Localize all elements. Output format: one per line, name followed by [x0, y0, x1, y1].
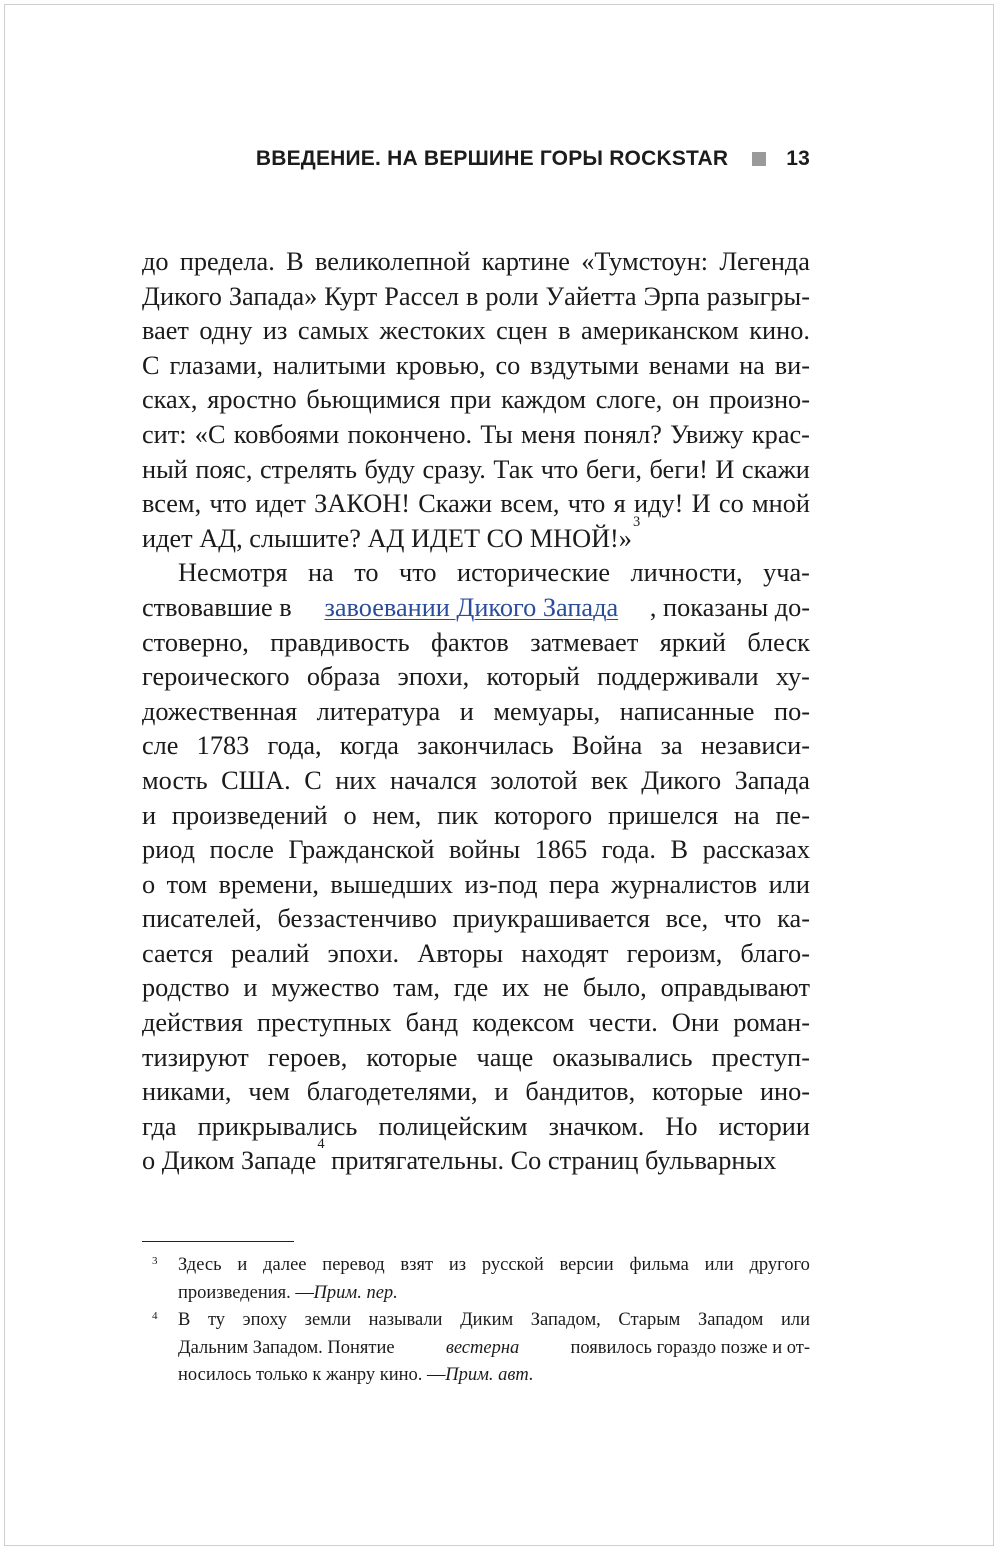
word: фильма [629, 1255, 689, 1275]
word: сит: [142, 419, 187, 449]
word: затмевает [530, 627, 639, 657]
word: покончено. [347, 419, 473, 449]
text-line [142, 513, 810, 557]
word: версии [559, 1255, 614, 1275]
word: пояс, [195, 454, 253, 484]
text-line [142, 868, 810, 903]
word: стоверно, [142, 627, 249, 657]
word: ковбоями [233, 419, 340, 449]
word: что [567, 489, 606, 519]
word: взят [400, 1255, 434, 1275]
text-fragment: идет АД, слышите? АД ИДЕТ СО МНОЙ!» [142, 523, 632, 553]
word: не [543, 973, 569, 1003]
word: что [399, 558, 437, 588]
word: из [448, 1255, 467, 1275]
word: прикрывались [197, 1111, 358, 1141]
word: независи- [700, 731, 810, 761]
word: называли [368, 1310, 443, 1330]
word: буду [364, 454, 415, 484]
text-line [142, 1006, 810, 1041]
word: которого [493, 800, 593, 830]
word: родство [142, 973, 230, 1003]
text-line [142, 971, 810, 1006]
word: кровью, [395, 350, 486, 380]
word: когда [339, 731, 399, 761]
word: что [540, 454, 579, 484]
word: гда [142, 1111, 177, 1141]
word: эпоху [242, 1310, 288, 1330]
word: ино- [759, 1077, 810, 1107]
word: Уайетта [545, 281, 637, 311]
word: на [307, 558, 334, 588]
word: сцен [496, 316, 548, 346]
word: С [142, 350, 160, 380]
footnote-3 [142, 1252, 810, 1307]
word: бандитов, [525, 1077, 636, 1107]
word: них [335, 765, 377, 795]
word: Здесь [178, 1255, 222, 1275]
word: полицейским [378, 1111, 528, 1141]
text-line [142, 1110, 810, 1145]
text-fragment: , показаны до- [649, 592, 810, 622]
word: налитыми [272, 350, 386, 380]
footnote-text: произведения. — [178, 1282, 319, 1303]
word: банд [405, 1008, 459, 1038]
text-fragment: ствовавшие в [142, 592, 292, 622]
text-line [142, 280, 810, 315]
word: перевод [322, 1255, 385, 1275]
word: что [723, 904, 762, 934]
word: картине [481, 247, 570, 276]
book-page [4, 4, 994, 1546]
word: года. [601, 835, 656, 865]
word: Война [571, 731, 643, 761]
word: который [486, 662, 580, 692]
word: кино. [749, 316, 810, 346]
word: в [466, 281, 479, 311]
word: чем [248, 1077, 290, 1107]
word: правдивость [270, 627, 410, 657]
text-line [142, 626, 810, 661]
word: то [354, 558, 379, 588]
word: стрелять [259, 454, 357, 484]
word: закончилась [417, 731, 554, 761]
word: ту [207, 1310, 226, 1330]
word: преступ- [711, 1042, 810, 1072]
word: Но [665, 1111, 698, 1141]
word: эпохи, [397, 662, 470, 692]
word: из [262, 316, 288, 346]
word: яростно [207, 385, 297, 415]
word: меня [521, 419, 576, 449]
text-fragment: притягательны. Со страниц бульварных [331, 1146, 777, 1176]
conquest-wild-west-link[interactable]: завоевании Дикого Запада [324, 592, 619, 622]
word: до [142, 247, 169, 276]
text-line [142, 764, 810, 799]
word: значком. [548, 1111, 645, 1141]
word: ный [142, 454, 188, 484]
word: после [209, 835, 274, 865]
word: роли [485, 281, 539, 311]
word: при [450, 385, 492, 415]
word: героев, [267, 1042, 348, 1072]
text-line-with-link [142, 591, 810, 626]
word: сается [142, 938, 213, 968]
text-line [142, 1075, 810, 1110]
word: земли [304, 1310, 352, 1330]
word: яркий [659, 627, 726, 657]
word: иду! [634, 489, 684, 519]
footnote-4 [142, 1307, 810, 1390]
word: оказывались [552, 1042, 693, 1072]
word: другого [749, 1255, 810, 1275]
word: И [715, 454, 735, 484]
text-line [142, 418, 810, 453]
text-line [142, 314, 810, 349]
word: Ты [480, 419, 513, 449]
word: Дикого [142, 281, 222, 311]
text-line [142, 245, 810, 280]
word: героического [142, 662, 290, 692]
word: и [142, 800, 157, 830]
word: всем, [500, 489, 560, 519]
word: русской [481, 1255, 544, 1275]
word: и [494, 1077, 509, 1107]
word: блеск [747, 627, 810, 657]
word: было, [582, 973, 647, 1003]
word: слоге, [595, 385, 663, 415]
word: чести. [588, 1008, 658, 1038]
word: пе- [775, 800, 810, 830]
footnote-number: 4 [152, 1310, 158, 1322]
footnote-number: 3 [152, 1255, 158, 1267]
word: героизм, [626, 938, 723, 968]
word: или [780, 1310, 810, 1330]
word: там, [393, 973, 440, 1003]
word: 1865 [534, 835, 588, 865]
word: понял? [583, 419, 662, 449]
word: о [343, 800, 357, 830]
word: которые [366, 1042, 458, 1072]
word: он [672, 385, 700, 415]
word: Старым [618, 1310, 681, 1330]
word: Запада [734, 765, 810, 795]
word: нем, [372, 800, 422, 830]
word: где [453, 973, 489, 1003]
footnote-ref-3[interactable]: 3 [632, 513, 641, 530]
word: уча- [763, 558, 810, 588]
word: и [237, 1255, 248, 1275]
word: сках, [142, 385, 198, 415]
word: беззастенчиво [277, 904, 437, 934]
word: «Тумстоун: [581, 247, 709, 276]
word: «С [194, 419, 226, 449]
word: всем, [142, 489, 202, 519]
word: начался [390, 765, 477, 795]
word: В [670, 835, 689, 865]
word: кодексом [472, 1008, 575, 1038]
word: американском [581, 316, 739, 346]
word: я [613, 489, 626, 519]
word: пик [437, 800, 479, 830]
word: С [304, 765, 322, 795]
word: благодетелями, [306, 1077, 478, 1107]
word: из-под [464, 869, 538, 899]
word: далее [263, 1255, 307, 1275]
footnote-ref-4[interactable]: 4 [317, 1136, 325, 1153]
word: что [209, 489, 247, 519]
text-line [142, 487, 810, 522]
word: вышедших [330, 869, 453, 899]
word: литература [316, 696, 441, 726]
word: войны [448, 835, 521, 865]
word: ху- [775, 662, 810, 692]
word: беги! [649, 454, 708, 484]
word: тизируют [142, 1042, 249, 1072]
word: исторические [457, 558, 611, 588]
footnote-text: Дальним Западом. Понятие [178, 1337, 395, 1358]
text-line [142, 695, 810, 730]
text-line [142, 660, 810, 695]
word: все, [665, 904, 709, 934]
word: Запада» [228, 281, 318, 311]
text-line [142, 729, 810, 764]
footnote-italic: вестерна [445, 1337, 520, 1358]
word: приукрашивается [452, 904, 650, 934]
word: истории [718, 1111, 810, 1141]
text-fragment: о Диком Западе [142, 1146, 317, 1176]
word: Несмотря [178, 558, 288, 588]
word: по- [774, 696, 810, 726]
word: эпохи. [327, 938, 400, 968]
word: Легенда [719, 247, 810, 276]
word: времени, [218, 869, 319, 899]
word: журналистов [611, 869, 758, 899]
paragraph-2-first-line [142, 556, 810, 591]
word: сле [142, 731, 179, 761]
word: золотой [490, 765, 578, 795]
word: самых [297, 316, 369, 346]
word: личности, [630, 558, 743, 588]
word: Гражданской [288, 835, 435, 865]
word: вает [142, 316, 189, 346]
text-line [142, 1041, 810, 1076]
body-text [142, 245, 810, 1179]
word: дожественная [142, 696, 298, 726]
word: Так [493, 454, 534, 484]
word: никами, [142, 1077, 232, 1107]
text-line [142, 799, 810, 834]
word: Авторы [417, 938, 504, 968]
footnote-line [178, 1362, 810, 1390]
word: Скажи [418, 489, 493, 519]
word: мемуары, [493, 696, 601, 726]
word: рассказах [702, 835, 810, 865]
word: мужество [271, 973, 380, 1003]
footnote-line [178, 1307, 810, 1335]
word: глазами, [169, 350, 264, 380]
word: разыгры- [706, 281, 810, 311]
chapter-title: ВВЕДЕНИЕ. НА ВЕРШИНЕ ГОРЫ ROCKSTAR [255, 147, 729, 170]
word: произно- [709, 385, 810, 415]
word: за [660, 731, 683, 761]
word: скажи [741, 454, 810, 484]
word: великолепной [314, 247, 471, 276]
word: Увижу [670, 419, 744, 449]
paragraph-2 [142, 626, 810, 1145]
word: предела. [179, 247, 275, 276]
word: каждом [501, 385, 586, 415]
word: венами [648, 350, 730, 380]
paragraph-1 [142, 245, 810, 522]
word: пришелся [607, 800, 719, 830]
footnote-line [178, 1252, 810, 1280]
text-line [142, 902, 810, 937]
word: и [243, 973, 258, 1003]
word: крас- [751, 419, 810, 449]
word: роман- [733, 1008, 810, 1038]
word: риод [142, 835, 195, 865]
word: В [286, 247, 304, 276]
word: ЗАКОН! [314, 489, 410, 519]
word: находят [521, 938, 609, 968]
text-line [142, 937, 810, 972]
word: чаще [476, 1042, 534, 1072]
word: ви- [774, 350, 810, 380]
word: США. [221, 765, 291, 795]
word: В [178, 1310, 191, 1330]
word: образа [306, 662, 381, 692]
word: реалий [231, 938, 310, 968]
page-number: 13 [786, 147, 810, 170]
word: идет [255, 489, 306, 519]
word: одну [199, 316, 253, 346]
word: благо- [740, 938, 810, 968]
word: или [768, 869, 810, 899]
footnotes [142, 1252, 810, 1390]
word: фактов [430, 627, 509, 657]
word: года, [267, 731, 322, 761]
word: которые [652, 1077, 744, 1107]
word: о [142, 869, 156, 899]
word: жестоких [379, 316, 486, 346]
word: беги, [585, 454, 642, 484]
word: вздутыми [530, 350, 639, 380]
word: Диким [460, 1310, 514, 1330]
word: мной [752, 489, 810, 519]
text-line [142, 383, 810, 418]
word: Западом, [530, 1310, 601, 1330]
word: век [591, 765, 628, 795]
word: Они [671, 1008, 720, 1038]
square-separator-icon [752, 152, 766, 166]
word: или [704, 1255, 734, 1275]
word: оправдывают [660, 973, 810, 1003]
word: на [739, 350, 765, 380]
word: Курт [324, 281, 378, 311]
word: со [495, 350, 521, 380]
footnote-line [178, 1335, 810, 1363]
word: в [558, 316, 571, 346]
word: написанные [619, 696, 755, 726]
footnote-line [178, 1280, 810, 1308]
word: Рассел [384, 281, 460, 311]
text-line [142, 349, 810, 384]
word: пера [549, 869, 600, 899]
footnote-italic: Прим. авт. [445, 1365, 534, 1385]
word: преступных [257, 1008, 392, 1038]
word: произведений [171, 800, 328, 830]
word: и [459, 696, 474, 726]
word: том [166, 869, 208, 899]
word: бьющимися [306, 385, 441, 415]
footnote-divider [142, 1241, 294, 1242]
word: писателей, [142, 904, 262, 934]
word: Эрпа [643, 281, 700, 311]
word: со [718, 489, 744, 519]
word: мость [142, 765, 208, 795]
word: их [502, 973, 530, 1003]
word: Дикого [641, 765, 722, 795]
footnote-text: носилось только к жанру кино. — [178, 1365, 451, 1385]
word: действия [142, 1008, 243, 1038]
word: ка- [777, 904, 810, 934]
text-line [142, 453, 810, 488]
footnote-text: появилось гораздо позже и от- [570, 1337, 810, 1358]
word: на [733, 800, 760, 830]
footnote-italic: Прим. пер. [313, 1282, 398, 1303]
text-line [142, 833, 810, 868]
word: 1783 [196, 731, 250, 761]
word: поддерживали [597, 662, 759, 692]
word: Западом [697, 1310, 764, 1330]
word: И [691, 489, 711, 519]
word: сразу. [422, 454, 486, 484]
running-head [142, 147, 810, 171]
text-line [142, 1136, 810, 1179]
